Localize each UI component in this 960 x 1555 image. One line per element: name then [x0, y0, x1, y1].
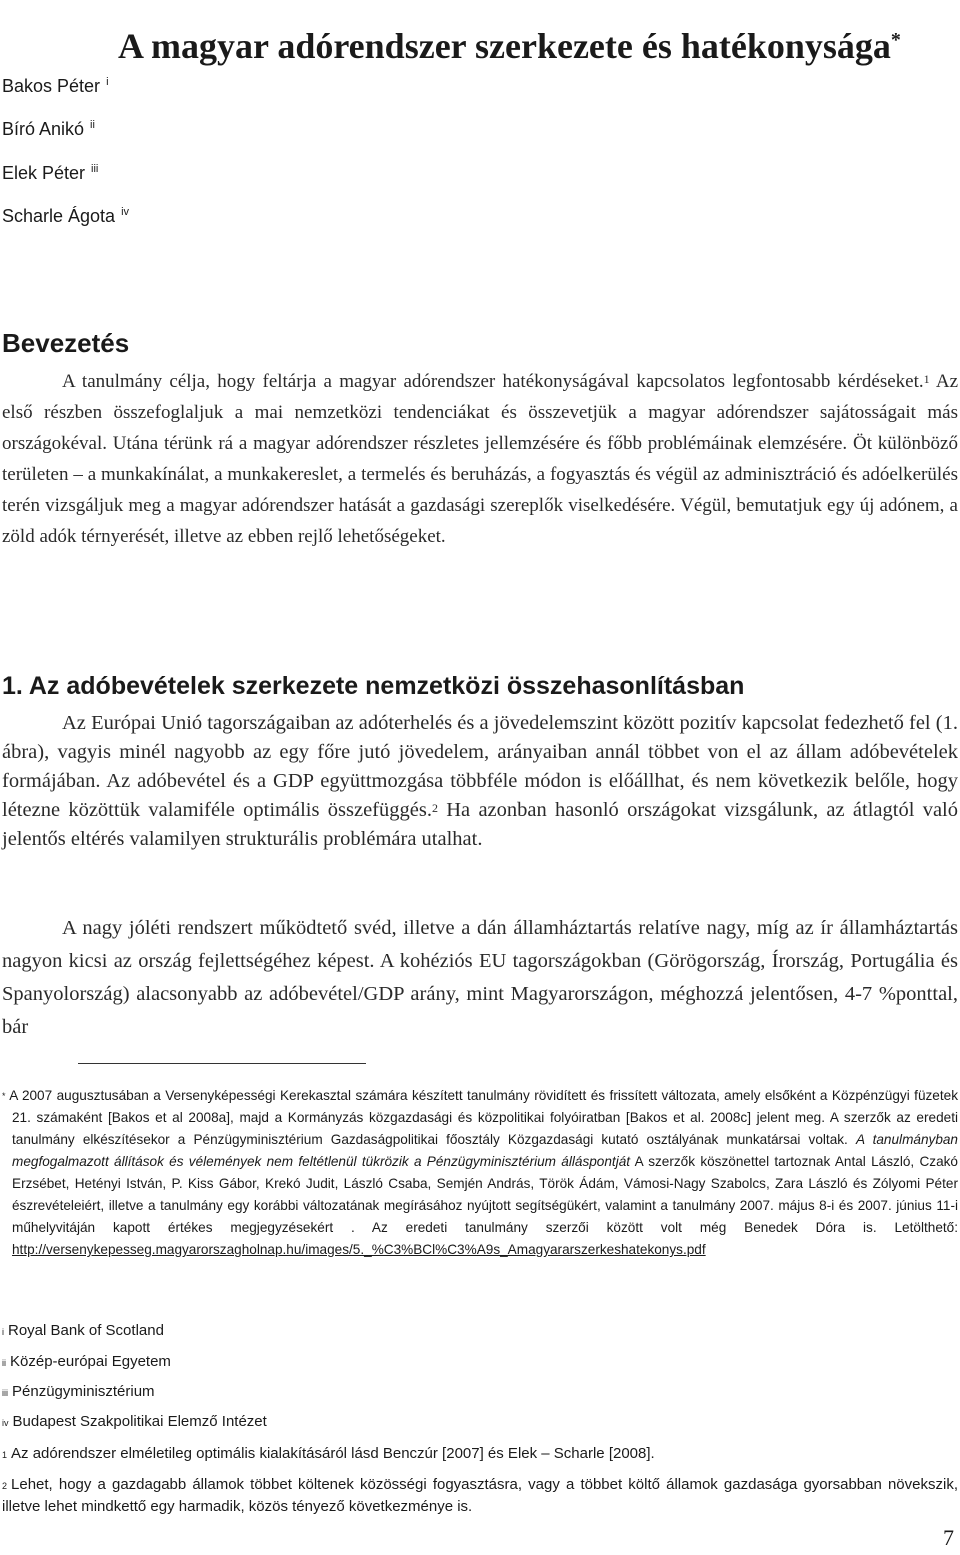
page-number: 7: [943, 1525, 954, 1550]
author-affiliation-mark[interactable]: ii: [90, 119, 95, 131]
affiliation-text: Közép-európai Egyetem: [10, 1353, 171, 1370]
author-name: Elek Péter: [2, 163, 86, 183]
document-title: [118, 26, 958, 66]
section1-text-b: Ha azonban hasonló országokat vizsgálunk, az átlagtól való jelentős eltérés valamilyen strukturális problémára utalhat.: [2, 799, 958, 850]
document-title-text: A magyar adórendszer szerkezete és hatékonysága: [118, 26, 891, 67]
footnote-1-text: Az adórendszer elméletileg optimális kialakításáról lásd Benczúr [2007] és Elek – Scharle [2008].: [11, 1445, 655, 1462]
author-4: [2, 205, 129, 227]
footnote-separator: [78, 1063, 366, 1064]
intro-text-b: Az első részben összefoglaljuk a mai nemzetközi tendenciákat és összevetjük a magyar adórendszer sajátosságait más országokéval. Utána térünk rá a magyar adórendszer részletes jellemzésére és főbb problémáinak elemzésére. Öt különböző területen – a munkakínálat, a munkakereslet, a termelés és beruházás, a fogyasztás és végül az adminisztráció és adóelkerülés terén vizsgáljuk meg a magyar adórendszer hatását a gazdasági szereplők viselkedésére. Végül, bemutatjuk egy új adónem, a zöld adók térnyerését, illetve az ebben rejlő lehetőségeket.: [2, 371, 958, 547]
footnote-2: [2, 1474, 958, 1518]
footnote-1: [2, 1443, 958, 1465]
author-2: [2, 118, 95, 140]
author-1: [2, 75, 109, 97]
author-affiliation-mark[interactable]: iv: [121, 206, 130, 218]
affiliation-footnote-4: [2, 1411, 958, 1433]
footnote-2-text: Lehet, hogy a gazdagabb államok többet költenek közösségi fogyasztásra, vagy a többet költő államok gazdasága gyorsabban növekszik, illetve lehet mindkettő egy harmadik, közös tényező következménye is.: [2, 1476, 958, 1515]
author-affiliation-mark[interactable]: i: [106, 76, 109, 88]
footnote-star-disclaimer: A tanulmányban megfogalmazott állítások és vélemények nem feltétlenül tükrözik a Pénzügyminisztérium álláspontját: [12, 1132, 958, 1169]
intro-paragraph: [2, 366, 958, 552]
author-name: Scharle Ágota: [2, 206, 116, 226]
footnote-star: [2, 1085, 958, 1261]
footnote-1-mark: 1: [2, 1450, 8, 1460]
footnote-2-mark: 2: [2, 1481, 8, 1491]
section1-paragraph-1: [2, 709, 958, 854]
affiliation-footnote-1: [2, 1320, 958, 1342]
affiliation-mark: iii: [2, 1388, 8, 1398]
author-3: [2, 162, 98, 184]
section-heading-intro: Bevezetés: [2, 327, 130, 358]
footnote-ref-2[interactable]: 2: [431, 801, 438, 815]
affiliation-mark: iv: [2, 1418, 9, 1428]
author-name: Bíró Anikó: [2, 119, 85, 139]
author-name: Bakos Péter: [2, 76, 101, 96]
intro-text-a: A tanulmány célja, hogy feltárja a magyar adórendszer hatékonyságával kapcsolatos legfontosabb kérdéseket.: [62, 371, 924, 392]
footnote-star-text-b: A szerzők köszönettel tartoznak Antal László, Czakó Erzsébet, Hetényi István, P. Kiss Gábor, Krekó Judit, László Csaba, Semjén András, Török Ádám, Vámosi-Nagy Szabolcs, Zara László és Zólyomi Péter észrevételeiért, illetve a tanulmány egy korábbi változatának megírásához nyújtott segítségükért, valamint a tanulmány 2007. május 8-i és 2007. június 11-i műhelyvitáján kapott értékes megjegyzésekért . Az eredeti tanulmány szerzői között volt még Benedek Dóra is. Letölthető:: [12, 1154, 958, 1235]
affiliation-text: Royal Bank of Scotland: [8, 1322, 164, 1339]
title-footnote-mark[interactable]: *: [890, 29, 901, 52]
footnote-star-mark: *: [2, 1091, 6, 1101]
section1-text-a: Az Európai Unió tagországaiban az adóterhelés és a jövedelemszint között pozitív kapcsolat fedezhető fel (1. ábra), vagyis minél nagyobb az egy főre jutó jövedelem, arányaiban annál többet von el az állam adóbevételek formájában. Az adóbevétel és a GDP együttmozgása többféle módon is előállhat, és nem következik belőle, hogy létezne közöttük valamiféle optimális összefüggés.: [2, 712, 958, 821]
footnote-ref-1[interactable]: 1: [923, 372, 930, 386]
section-heading-1: 1. Az adóbevételek szerkezete nemzetközi összehasonlításban: [2, 671, 745, 700]
section1-paragraph-2: A nagy jóléti rendszert működtető svéd, illetve a dán államháztartás relatíve nagy, míg az ír államháztartás nagyon kicsi az ország fejlettségéhez képest. A kohéziós EU tagországokban (Görögország, Írország, Portugália és Spanyolország) alacsonyabb az adóbevétel/GDP arány, mint Magyarországon, méghozzá jelentősen, 4-7 %ponttal, bár: [2, 917, 958, 1038]
download-link[interactable]: http://versenykepesseg.magyarorszagholnap.hu/images/5._%C3%BCl%C3%A9s_Amagyararszerkeshatekonys.pdf: [12, 1242, 706, 1257]
affiliation-footnote-2: [2, 1351, 958, 1373]
affiliation-footnote-3: [2, 1381, 958, 1403]
affiliation-text: Pénzügyminisztérium: [12, 1383, 155, 1400]
affiliation-mark: ii: [2, 1358, 6, 1368]
author-affiliation-mark[interactable]: iii: [91, 163, 99, 175]
affiliation-text: Budapest Szakpolitikai Elemző Intézet: [12, 1413, 267, 1430]
footnote-star-text-a: A 2007 augusztusában a Versenyképességi Kerekasztal számára készített tanulmány rövidített és frissített változata, amely elsőként a Közpénzügyi füzetek 21. számaként [Bakos et al 2008a], majd a Kormányzás közgazdasági és közpolitikai folyóiratban [Bakos et al. 2008c] jelent meg. A szerzők az eredeti tanulmány elkészítésekor a Pénzügyminisztérium Gazdaságpolitikai főosztály Közgazdasági kutató osztályának munkatársai voltak.: [5, 1088, 958, 1147]
affiliation-mark: i: [2, 1327, 4, 1337]
